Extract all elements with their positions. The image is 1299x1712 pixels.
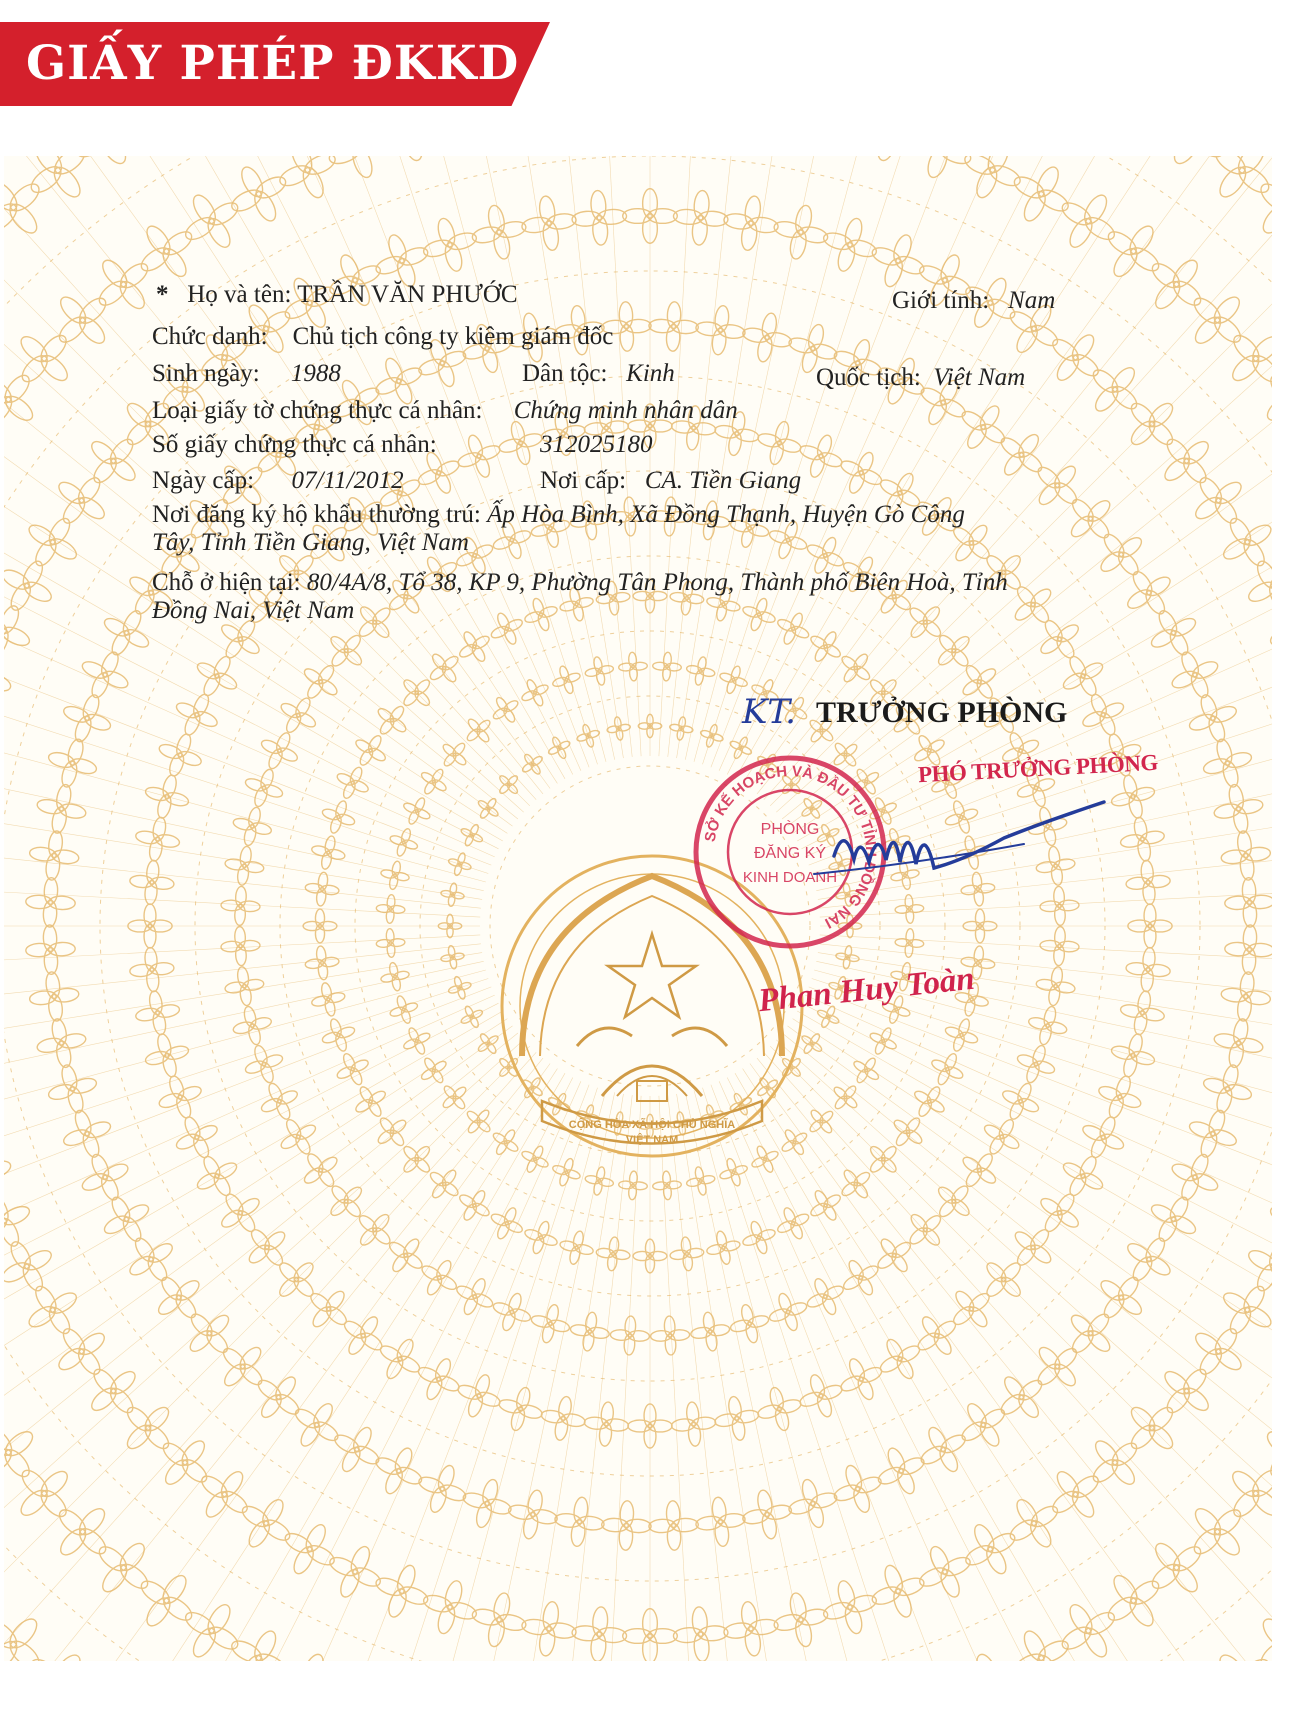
license-paper [4,156,1272,1661]
nationality-value: Việt Nam [933,364,1026,391]
star-bullet: * [156,281,169,308]
current-value-2: Đồng Nai, Việt Nam [152,597,355,624]
initials-mark: KT. [742,692,796,732]
name-value: TRẦN VĂN PHƯỚC [297,281,518,308]
position-value: Chủ tịch công ty kiêm giám đốc [292,323,614,350]
residence-line [152,500,965,530]
issue-date-label: Ngày cấp: [152,467,255,494]
gender-line [892,286,1055,316]
stamp-line-3: KINH DOANH [742,869,838,886]
residence-value-1: Ấp Hòa Bình, Xã Đồng Thạnh, Huyện Gò Công [487,501,965,528]
birth-line [152,359,341,389]
name-label: Họ và tên: [187,281,292,308]
id-type-line [152,396,738,426]
position-line [152,322,613,352]
nationality-label: Quốc tịch: [816,364,921,391]
star-icon [608,934,696,1017]
id-number-label: Số giấy chứng thực cá nhân: [152,431,437,458]
position-label: Chức danh: [152,323,268,350]
gender-value: Nam [1008,287,1056,314]
id-type-value: Chứng minh nhân dân [513,397,738,424]
issue-place-value: CA. Tiền Giang [644,467,802,494]
issue-date-value: 07/11/2012 [291,467,404,494]
emblem-text-2: VIỆT NAM [625,1134,679,1146]
residence-value-2: Tây, Tỉnh Tiền Giang, Việt Nam [152,529,469,556]
id-type-label: Loại giấy tờ chứng thực cá nhân: [152,397,483,424]
page-title: GIẤY PHÉP ĐKKD [26,36,520,91]
stamp-line-1: PHÒNG [760,821,820,838]
signer-name: Phan Huy Toàn [756,960,977,1020]
birth-label: Sinh ngày: [152,360,260,387]
id-number-line [152,430,437,460]
stamp-line-2: ĐĂNG KÝ [753,845,827,862]
handwritten-signature [774,764,1114,904]
issue-place-label: Nơi cấp: [540,467,627,494]
stamp-ring-text: SỞ KẾ HOẠCH VÀ ĐẦU TƯ TỈNH ĐỒNG NAI [701,762,880,932]
nationality-line [816,363,1025,393]
birth-value: 1988 [290,360,341,387]
current-label: Chỗ ở hiện tại: [152,569,301,596]
ethnicity-line [522,359,675,389]
name-line [156,280,518,310]
issue-place-line [540,466,801,496]
ethnicity-value: Kinh [626,360,675,387]
id-number-value: 312025180 [540,431,653,458]
current-address-line [152,568,1008,598]
ethnicity-label: Dân tộc: [522,360,608,387]
head-title: TRƯỞNG PHÒNG [816,696,1068,729]
gender-label: Giới tính: [892,287,990,314]
deputy-title: PHÓ TRƯỞNG PHÒNG [917,749,1159,788]
current-value-1: 80/4A/8, Tổ 38, KP 9, Phường Tân Phong, Thành phố Biên Hoà, Tỉnh [306,569,1008,596]
emblem-text-1: CỘNG HÒA XÃ HỘI CHỦ NGHĨA [568,1119,736,1131]
issue-date-line [152,466,404,496]
residence-label: Nơi đăng ký hộ khẩu thường trú: [152,501,481,528]
